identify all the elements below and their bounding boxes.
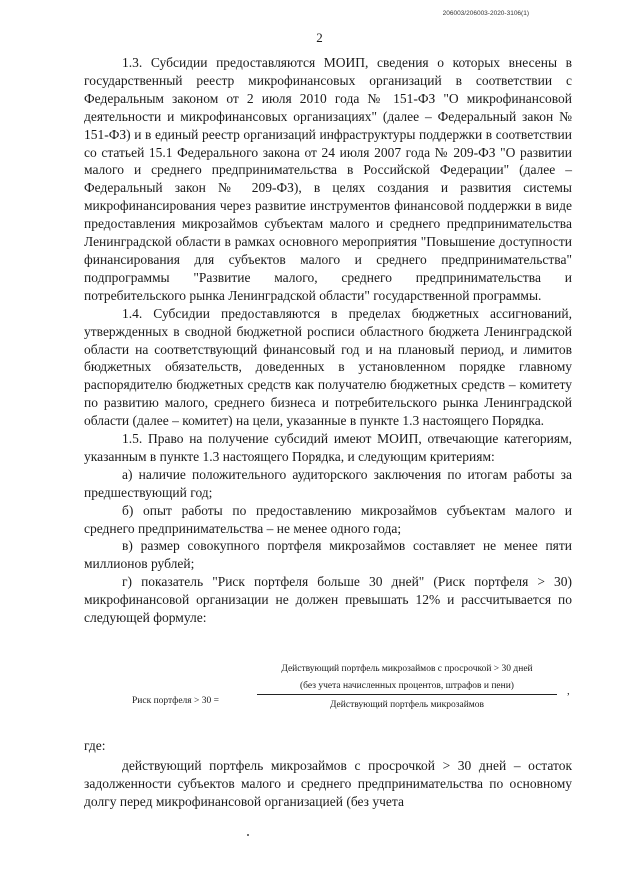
criterion-c: в) размер совокупного портфеля микрозаймов составляет не менее пяти миллионов рублей; bbox=[84, 538, 572, 572]
paragraph-1-3: 1.3. Субсидии предоставляются МОИП, сведения о которых внесены в государственный реестр микрофинансовых организаций в соответствии с Федеральным законом от 2 июля 2010 года № 151-ФЗ "О микрофинансовой деятельности и микрофинансовых организациях" (далее – Федеральный закон № 151-ФЗ) и в единый реестр организаций инфраструктуры поддержки в соответствии со статьей 15.1 Федерального закона от 24 июля 2007 года № 209-ФЗ "О развитии малого и среднего предпринимательства в Российской Федерации" (далее – Федеральный закон № 209-ФЗ), в целях создания и развития системы микрофинансирования через развитие инструментов финансовой поддержки в виде предоставления микрозаймов субъектам малого и среднего предпринимательства Ленинградской области в рамках основного мероприятия "Повышение доступности финансирования для субъектов малого и среднего предпринимательства" подпрограммы "Развитие малого, среднего предпринимательства и потребительского рынка Ленинградской области" государственной программы. bbox=[84, 55, 572, 303]
definition-paragraph: действующий портфель микрозаймов с просрочкой > 30 дней – остаток задолженности субъектов малого и среднего предпринимательства по основному долгу перед микрофинансовой организацией (без учета bbox=[84, 758, 572, 809]
document-body bbox=[84, 54, 572, 627]
document-id: 206003/206003-2020-3106(1) bbox=[442, 10, 529, 17]
formula-numerator-line-1: Действующий портфель микрозаймов с просрочкой > 30 дней bbox=[281, 664, 533, 674]
portfolio-risk-formula bbox=[132, 663, 580, 723]
formula-label: Риск портфеля > 30 = bbox=[132, 696, 220, 706]
formula-trailing-comma: , bbox=[567, 685, 570, 697]
criterion-d: г) показатель "Риск портфеля больше 30 дней" (Риск портфеля > 30) микрофинансовой организации не должен превышать 12% и рассчитывается по следующей формуле: bbox=[84, 574, 572, 626]
criterion-b: б) опыт работы по предоставлению микрозаймов субъектам малого и среднего предпринимательства – не менее одного года; bbox=[84, 502, 572, 536]
definition-text bbox=[84, 757, 572, 811]
where-label: где: bbox=[84, 738, 106, 753]
page-number: 2 bbox=[316, 30, 323, 45]
formula-denominator: Действующий портфель микрозаймов bbox=[329, 700, 485, 710]
paragraph-1-4: 1.4. Субсидии предоставляются в пределах бюджетных ассигнований, утвержденных в сводной бюджетной росписи областного бюджета Ленинградской области на соответствующий финансовый год и на плановый период, и лимитов бюджетных обязательств, доведенных в установленном порядке главному распорядителю бюджетных средств как получателю бюджетных средств – комитету по развитию малого, среднего бизнеса и потребительского рынка Ленинградской области (далее – комитет) на цели, указанные в пункте 1.3 настоящего Порядка. bbox=[84, 305, 572, 429]
criterion-a: а) наличие положительного аудиторского заключения по итогам работы за предшествующий год; bbox=[84, 466, 572, 500]
scan-artifact bbox=[247, 834, 249, 836]
fraction-bar bbox=[257, 694, 557, 695]
paragraph-1-5: 1.5. Право на получение субсидий имеют МОИП, отвечающие категориям, указанным в пункте 1.3 настоящего Порядка, и следующим критериям: bbox=[84, 431, 572, 464]
formula-numerator-line-2: (без учета начисленных процентов, штрафов и пени) bbox=[300, 681, 514, 691]
formula-fraction bbox=[252, 663, 562, 711]
